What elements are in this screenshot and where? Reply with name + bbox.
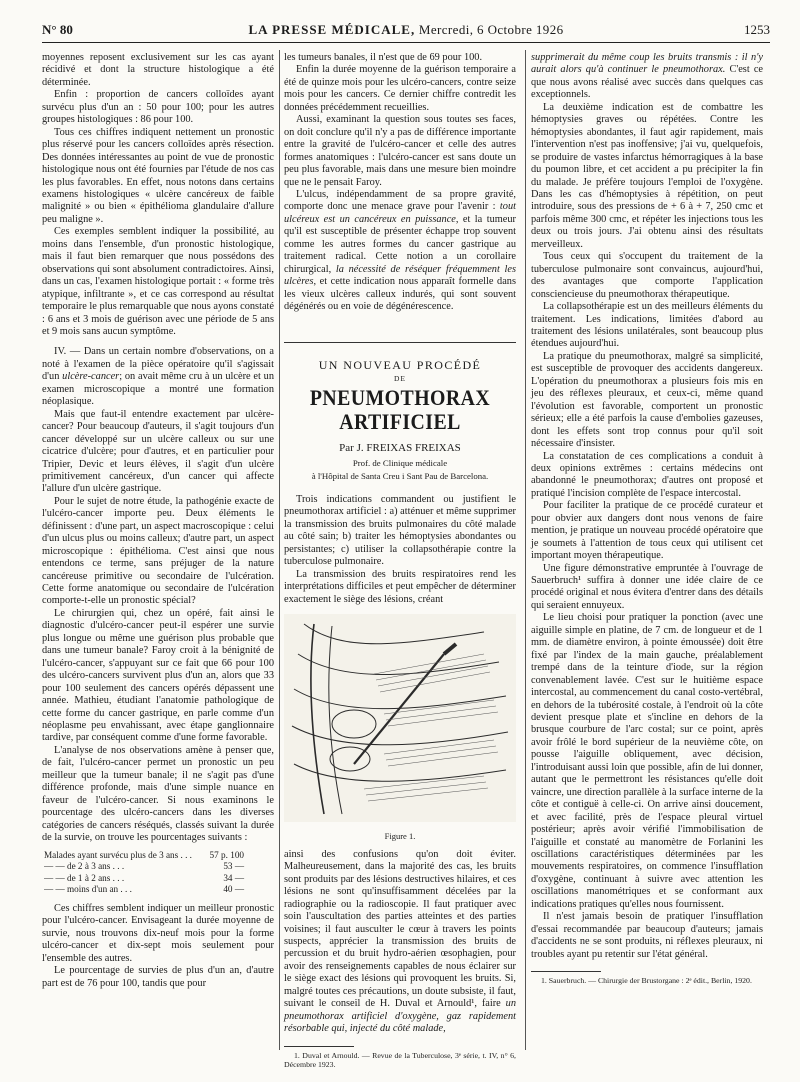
header-rule [42,42,770,43]
paragraph: Tous ceux qui s'occupent du traitement de la tuberculose pulmonaire sont convaincus, aujourd'hui, des avantages que comporte l'application consciencieuse du pneumothorax thérapeutique. [531,251,763,300]
table-label: — — de 1 à 2 ans . . . [44,872,125,883]
paragraph: Tous ces chiffres indiquent nettement un pronostic plus réservé pour les cancers colloïdes après résection. Des données intéressantes au point de vue de pronostic histologique nous ont été fournies par l'étude de nos cas les plus favorables. En effet, nous notons dans certains examens histologiques « ulcère cancéreux de faible malignité » ou bien « épithélioma glandulaire d'allure peu maligne ». [42,126,274,225]
journal-date-line [42,22,770,38]
paragraph [42,346,274,408]
paragraph: Enfin la durée moyenne de la guérison temporaire a été de quinze mois pour les ulcéro-cancers, contre seize mois pour les cancers. Ce dernier chiffre contredit les données précédemment recueillies. [284,64,516,113]
text-run: , et cette indication nous apparaît formelle dans les vieux ulcères calleux indurés, qui sont souvent dégénérés ou en voie de dégénérescence. [284,276,516,313]
paragraph: Mais que faut-il entendre exactement par ulcère-cancer? Pour beaucoup d'auteurs, il s'agit toujours d'un cancer développé sur un ulcère calleux ou sur une cicatrice d'ulcère; pour d'autres, et en particulier pour Tripier, Devic et leurs élèves, il s'agit d'un ulcère primitivement cancéreux, d'un cancer qui affecte l'allure d'un ulcère gastrique. [42,408,274,495]
table-label: — — de 2 à 3 ans . . . [44,861,125,872]
text-run: ainsi des confusions qu'on doit éviter. Malheureusement, dans la majorité des cas, les bruits sont produits par des lésions destructives hilaires, et ces lésions ne sont qu'insuffisamment décelées par la radiographie ou la radioscopie. Il faut pratiquer avec soin l'auscultation des parties atteintes et des parties voisines; il faut ausculter le cœur à travers les points suspects, apprécier la transmission des bruits de percussion et du bruit hydro-aérien œsophagien, pour avoir des renseignements capables de nous éclairer sur le siège exact des lésions qui provoquent les bruits. Si, malgré toutes ces précautions, un doute subsiste, il faut, suivant le conseil de H. Duval et Arnould¹, faire [284,848,516,1010]
article-title: PNEUMOTHORAX ARTIFICIEL [309,385,491,435]
paragraph: Il n'est jamais besoin de pratiquer l'insufflation d'essai recommandée par beaucoup d'auteurs; jamais d'accidents ne se sont produits, ni réflexes pleuraux, ni troubles ayant pu retentir sur l'état général. [531,911,763,960]
table-value: 53 — [223,861,244,872]
paragraph: Trois indications commandent ou justifient le pneumothorax artificiel : a) atténuer et même supprimer la transmission des bruits pulmonaires du côté malade au côté sain; b) traiter les hémoptysies abondantes ou persistantes; c) utiliser la collapsothérapie contre la tuberculose pulmonaire. [284,493,516,568]
article-author: Par J. FREIXAS FREIXAS [339,442,461,455]
text-run: C'est ce que nous avons réalisé avec succès dans quelques cas exceptionnels. [531,64,763,101]
paragraph: Une figure démonstrative empruntée à l'ouvrage de Sauerbruch¹ suffira à donner une idée claire de ce procédé original et nous évitera d'entrer dans des détails qui seraient ennuyeux. [531,562,763,611]
table-value: 57 p. 100 [209,849,244,860]
table-row [44,861,274,873]
column-1 [42,52,274,990]
page-number: 1253 [744,22,770,37]
paragraph: L'analyse de nos observations amène à penser que, de fait, l'ulcéro-cancer permet un pronostic un peu meilleur que la tumeur banale; il ne s'agit pas d'une différence profonde, mais d'une simple nuance en faveur de l'ulcéro-cancer. Si nous examinons le pourcentage des ulcéro-cancers dans les diverses catégories de cancers réséqués, classés suivant la durée de la survie, on trouve les pourcentages suivants : [42,744,274,844]
running-header [42,22,770,42]
article-kicker-de: DE [394,373,406,383]
journal-name: LA PRESSE MÉDICALE, [248,22,416,37]
table-row [44,873,274,885]
paragraph: La collapsothérapie est un des meilleurs éléments du traitement. Les indications, limitées d'abord au traitement des lésions unilatérales, sont beaucoup plus étendues aujourd'hui. [531,301,763,350]
table-label: Malades ayant survécu plus de 3 ans . . . [44,849,192,860]
column-rule [525,50,526,1050]
paragraph [284,189,516,314]
figure-1-illustration [284,614,516,822]
paragraph: Le chirurgien qui, chez un opéré, fait ainsi le diagnostic d'ulcéro-cancer peut-il espérer une survie plus longue ou même une guérison plus probable que dans une tumeur banale? Faroy croit à la bénignité de l'ulcéro-cancer, s'appuyant sur ce fait que 66 pour 100 des ulcéro-cancers survivent plus d'un an, alors que 33 pour 100 seulement des cancers opérés dépassent une année. Mathieu, étudiant l'anatomie pathologique de cette forme du cancer gastrique, en parle comme d'un néoplasme peu envahissant, avec étape ganglionnaire tardive, par conséquent comme d'une forme favorable. [42,607,274,744]
table-label: — — moins d'un an . . . [44,884,132,895]
footnote-rule [284,1046,354,1047]
survival-table [44,850,274,896]
paragraph: les tumeurs banales, il n'est que de 69 pour 100. [284,52,483,63]
figure-caption: Figure 1. [384,831,416,842]
column-3 [531,52,763,985]
italic-term: ulcère-cancer [62,371,120,383]
italic-phrase: supprimerait du même coup les bruits transmis : il n'y aurait alors qu'à continuer le pneumothorax. [531,52,763,76]
footnote: 1. Duval et Arnould. — Revue de la Tuberculose, 3ᵉ série, t. IV, n° 6, Décembre 1923. [284,1050,516,1069]
issue-date: Mercredi, 6 Octobre 1926 [418,22,564,37]
footnote: 1. Sauerbruch. — Chirurgie der Brustorgane : 2ᵉ édit., Berlin, 1920. [541,976,752,986]
text-run: L'ulcus, indépendamment de sa propre gravité, comporte donc une menace grave pour l'avenir : [284,188,516,213]
text-run: IV. — Dans un certain nombre d'observations, on a noté à l'examen de la pièce opératoire qu'il s'agissait d'un [42,346,274,383]
author-affiliation: à l'Hôpital de Santa Creu i Sant Pau de Barcelona. [311,471,489,482]
article-heading [284,342,516,482]
table-row [44,850,274,862]
paragraph: Ces chiffres semblent indiquer un meilleur pronostic pour l'ulcéro-cancer. Envisageant la durée moyenne de survie, nous trouvons dix-neuf mois pour la forme ulcéro-cancer et dix-sept mois seulement pour l'ensemble des autres. [42,902,274,964]
issue-number: N° 80 [42,22,73,37]
paragraph: La pratique du pneumothorax, malgré sa simplicité, est susceptible de provoquer des accidents dangereux. L'opération du pneumothorax a plusieurs fois mis en jeu des réflexes pleuraux, et ceux-ci, même quand l'évolution est favorable, comportent un pronostic sérieux; elle a été parfois la cause d'embolies gazeuses, dont les effets sont trop connus pour qu'il soit nécessaire d'insister. [531,350,763,450]
paragraph: Aussi, examinant la question sous toutes ses faces, on doit conclure qu'il n'y a pas de différence importante entre la gravité de l'ulcéro-cancer et celle des autres formes anatomiques : l'ulcéro-cancer est sans doute un peu plus favorable, mais dans une mesure bien moindre que ne le pensait Faroy. [284,114,516,188]
paragraph: Pour faciliter la pratique de ce procédé curateur et pour obvier aux dangers dont nous venons de faire mention, je pratique un nouveau procédé opératoire que je soumets à l'attention de tous ceux qui utilisent cet important moyen thérapeutique. [531,500,763,562]
paragraph: La transmission des bruits respiratoires rend les interprétations difficiles et peut empêcher de déterminer exactement le siège des lésions, créant [284,568,516,605]
paragraph [531,52,763,102]
article-kicker: UN NOUVEAU PROCÉDÉ [318,357,482,372]
footnote-rule [531,971,601,972]
paragraph: Pour le sujet de notre étude, la pathogénie exacte de l'ulcéro-cancer importe peu. Deux éléments le définissent : d'une part, un aspect macroscopique : celui d'un ulcus plus ou moins calleux; d'autre part, un aspect microscopique : épithélioma. C'est ainsi que nous entendons ce terme, sans préjuger de la nature cancéreuse primitive ou secondaire de l'ulcération. Cette forme anatomique ou secondaire de l'ulcération comporte-t-elle un pronostic spécial? [42,495,274,607]
column-2 [284,52,516,1069]
italic-phrase: un pneumothorax artificiel d'oxygène, gaz rapidement résorbable qui, injecté du côté malade, [284,998,516,1035]
text-run: , et la tumeur qu'il est susceptible de présenter échappe trop souvent comme les autres formes du cancer gastrique au traitement radical. Cette notion a un corollaire chirurgical, [284,213,517,275]
table-value: 40 — [223,884,244,895]
table-row [44,884,274,896]
paragraph: La constatation de ces complications a conduit à deux opinions extrêmes : certains médecins ont abandonné le pneumothorax; d'autres ont proposé et pratiqué l'incision complète de l'espace intercostal. [531,450,763,499]
text-run: ; on avait même cru à un ulcère et un examen microscopique a montré une formation néoplasique. [42,371,274,408]
column-rule [279,50,280,1050]
paragraph: moyennes reposent exclusivement sur les cas ayant récidivé et dont la structure histologique a été déterminée. [42,52,274,88]
paragraph [284,849,516,1036]
paragraph: La deuxième indication est de combattre les hémoptysies graves ou répétées. Contre les hémoptysies abondantes, il faut agir rapidement, mais l'intervention n'est pas inoffensive; j'ai vu, quelquefois, se produire de vastes infarctus hémorragiques à la base du poumon libre, et cet accident a pu précipiter la fin du malade. Je préfère toujours l'emploi de l'oxygène. Dans les cas d'hémoptysies à répétition, on peut introduire, sous des pressions de + 6 à + 7, 250 cmc et parfois même 300 cmc, et répéter les injections tous les deux ou trois jours. J'ai obtenu ainsi des résultats merveilleux. [531,101,763,250]
paragraph: Enfin : proportion de cancers colloïdes ayant survécu plus d'un an : 50 pour 100; pour les autres groupes histologiques : 86 pour 100. [42,89,274,126]
paragraph: Le lieu choisi pour pratiquer la ponction (avec une aiguille simple en platine, de 7 cm. de longueur et de 1 mm. de diamètre environ, à pointe émoussée) doit être fixé par l'index de la main gauche, préalablement trempé dans de la teinture d'iode, sur la région convenablement lavée. C'est sur le huitième espace intercostal, au commencement du canal costo-vertébral, en dehors de la tubérosité costale, à l'endroit où la côte devient presque plate et s'incline en dehors de la brusque courbure de l'arc costal; sur ce point, après avoir frôlé le bord supérieur de la neuvième côte, on pousse l'aiguille obliquement, avec décision, l'introduisant aussi loin que possible, afin de lui donner, autant que le permettront les résistances qu'elle doit vaincre, une direction parallèle à la surface interne de la côte et contiguë à celle-ci. On arrive ainsi doucement, et avec facilité, près de l'espace pleural virtuel postérieur; après avoir vérifié l'immobilisation de l'aiguille et constaté au manomètre de Forlanini les oscillations caractéristiques déterminées par les mouvements respiratoires, on commence l'insufflation d'oxygène, continuant à suivre avec attention les oscillations manométriques et se conformant aux indications pratiques qu'elles nous fournissent. [531,612,763,910]
paragraph: Le pourcentage de survies de plus d'un an, d'autre part est de 76 pour 100, tandis que pour [42,965,274,989]
author-role: Prof. de Clinique médicale [352,457,448,468]
italic-phrase: tout ulcéreux est un cancéreux en puissance [284,201,516,225]
table-value: 34 — [223,872,244,883]
italic-phrase: la nécessité de réséquer fréquemment les ulcères [284,263,516,288]
paragraph: Ces exemples semblent indiquer la possibilité, au moins dans l'ensemble, d'un pronostic histologique, mais il faut bien remarquer que nous possédons des observations qui sont absolument contradictoires. Ainsi, dans un cas, l'examen histologique portait : « forme très atypique, infiltrante », et ce cas correspond au résultat temporaire le plus remarquable que nous ayons constaté : 6 ans et 3 mois de guérison avec une période de 5 ans et 9 mois sans aucun symptôme. [42,226,274,337]
